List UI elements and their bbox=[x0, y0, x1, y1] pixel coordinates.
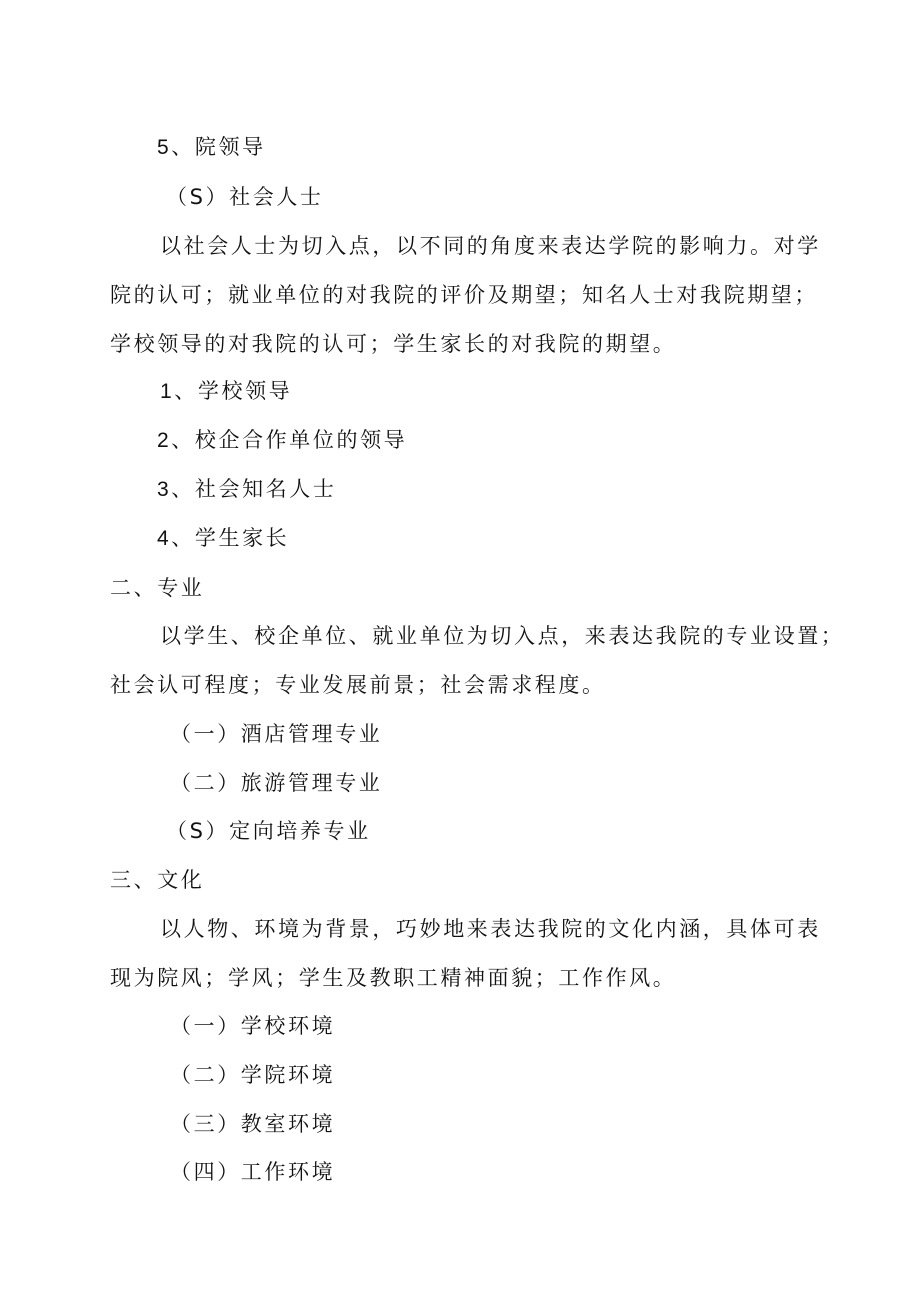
paragraph-line: 院的认可；就业单位的对我院的评价及期望；知名人士对我院期望； bbox=[110, 283, 818, 307]
list-item: （三）教室环境 bbox=[170, 1112, 336, 1136]
list-item: （四）工作环境 bbox=[170, 1160, 336, 1184]
list-item: （一）学校环境 bbox=[170, 1014, 336, 1038]
list-item: （二）旅游管理专业 bbox=[170, 771, 383, 795]
paragraph-line: 社会认可程度；专业发展前景；社会需求程度。 bbox=[110, 673, 606, 697]
paragraph-line: 以社会人士为切入点，以不同的角度来表达学院的影响力。对学 bbox=[160, 234, 821, 258]
list-item: （一）酒店管理专业 bbox=[170, 722, 383, 746]
paragraph-line: 以学生、校企单位、就业单位为切入点，来表达我院的专业设置； bbox=[160, 624, 845, 648]
list-item: （二）学院环境 bbox=[170, 1063, 336, 1087]
section-heading-major: 二、专业 bbox=[110, 576, 205, 600]
list-item: 3、社会知名人士 bbox=[157, 478, 337, 501]
paragraph-line: 学校领导的对我院的认可；学生家长的对我院的期望。 bbox=[110, 332, 677, 356]
list-item-5-leaders: 5、院领导 bbox=[157, 136, 266, 159]
list-item: 1、学校领导 bbox=[160, 380, 293, 403]
list-item: （S）定向培养专业 bbox=[166, 819, 371, 843]
section-heading-culture: 三、文化 bbox=[110, 868, 205, 892]
subsection-heading-social-figures: （S）社会人士 bbox=[166, 185, 324, 209]
list-item: 4、学生家长 bbox=[157, 527, 290, 550]
list-item: 2、校企合作单位的领导 bbox=[157, 429, 408, 452]
paragraph-line: 现为院风；学风；学生及教职工精神面貌；工作作风。 bbox=[110, 966, 677, 990]
paragraph-line: 以人物、环境为背景，巧妙地来表达我院的文化内涵，具体可表 bbox=[160, 917, 821, 941]
